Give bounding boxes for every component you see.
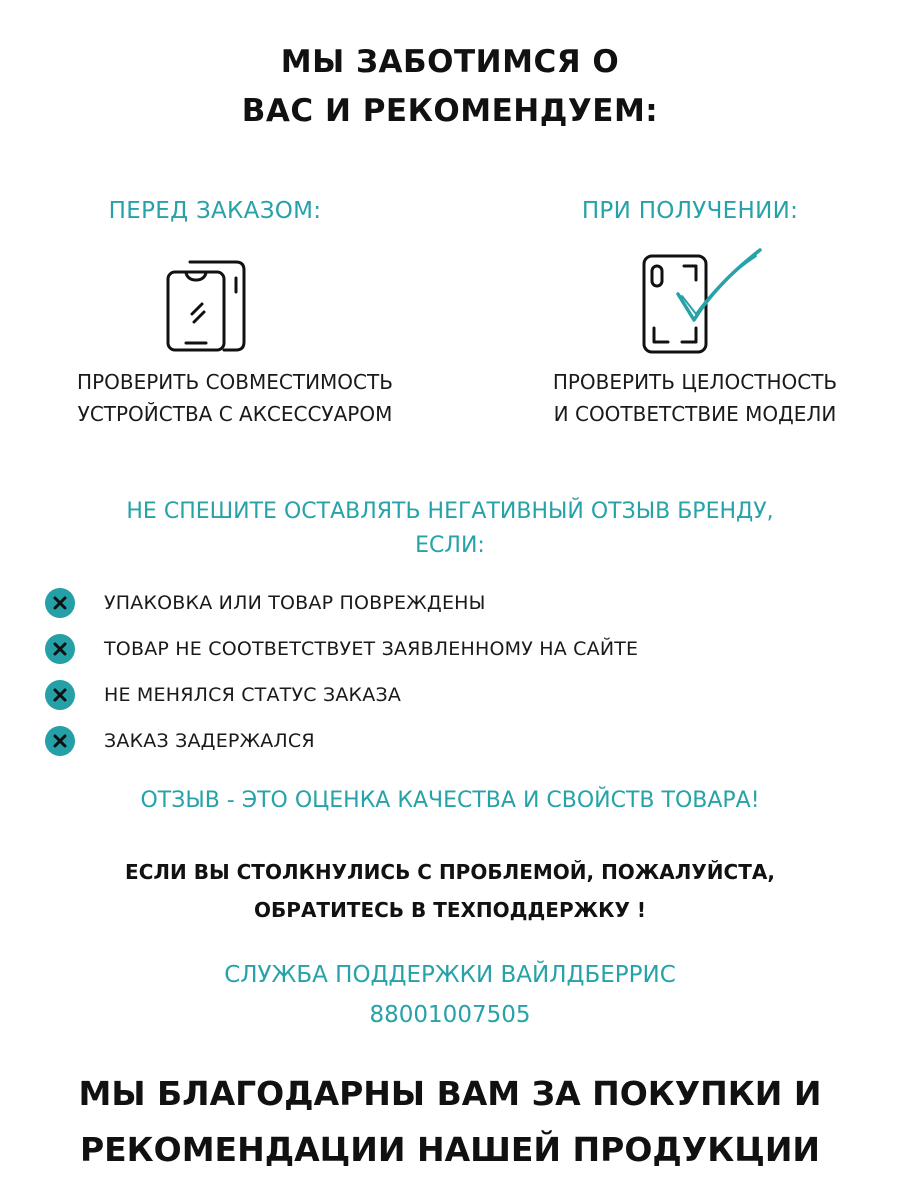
condition-text: ЗАКАЗ ЗАДЕРЖАЛСЯ: [104, 730, 315, 752]
conditions-list: [45, 580, 865, 764]
x-circle-icon: [45, 726, 75, 756]
support-name: СЛУЖБА ПОДДЕРЖКИ ВАЙЛДБЕРРИС: [224, 962, 676, 988]
list-item: [45, 672, 865, 718]
on-receipt-text: ПРОВЕРИТЬ ЦЕЛОСТНОСТЬ И СООТВЕТСТВИЕ МОДЕЛИ: [552, 370, 838, 426]
review-note: ОТЗЫВ - ЭТО ОЦЕНКА КАЧЕСТВА И СВОЙСТВ ТОВАРА!: [140, 788, 760, 813]
x-circle-icon: [45, 588, 75, 618]
condition-text: УПАКОВКА ИЛИ ТОВАР ПОВРЕЖДЕНЫ: [104, 592, 486, 614]
phone-case-check-icon: [638, 244, 766, 356]
support-contact: [0, 955, 900, 1035]
condition-text: НЕ МЕНЯЛСЯ СТАТУС ЗАКАЗА: [104, 684, 402, 706]
support-phone: 88001007505: [369, 1002, 531, 1028]
thanks-message: МЫ БЛАГОДАРНЫ ВАМ ЗА ПОКУПКИ И РЕКОМЕНДАЦИИ НАШЕЙ ПРОДУКЦИИ: [78, 1074, 822, 1169]
list-item: [45, 626, 865, 672]
title-line-2: ВАС И РЕКОМЕНДУЕМ:: [241, 93, 659, 129]
x-circle-icon: [45, 680, 75, 710]
phone-with-screen-protector-icon: [160, 258, 250, 354]
condition-text: ТОВАР НЕ СООТВЕТСТВУЕТ ЗАЯВЛЕННОМУ НА САЙТЕ: [104, 638, 639, 660]
page-title: [0, 38, 900, 136]
problem-notice: ЕСЛИ ВЫ СТОЛКНУЛИСЬ С ПРОБЛЕМОЙ, ПОЖАЛУЙСТА, ОБРАТИТЕСЬ В ТЕХПОДДЕРЖКУ !: [125, 860, 775, 922]
before-order-text: ПРОВЕРИТЬ СОВМЕСТИМОСТЬ УСТРОЙСТВА С АКСЕССУАРОМ: [77, 370, 393, 426]
x-circle-icon: [45, 634, 75, 664]
before-order-heading: ПЕРЕД ЗАКАЗОМ:: [108, 198, 322, 224]
list-item: [45, 580, 865, 626]
title-line-1: МЫ ЗАБОТИМСЯ О: [280, 44, 620, 80]
list-item: [45, 718, 865, 764]
warning-heading: НЕ СПЕШИТЕ ОСТАВЛЯТЬ НЕГАТИВНЫЙ ОТЗЫВ БРЕНДУ, ЕСЛИ:: [126, 499, 774, 558]
on-receipt-heading: ПРИ ПОЛУЧЕНИИ:: [581, 198, 799, 224]
